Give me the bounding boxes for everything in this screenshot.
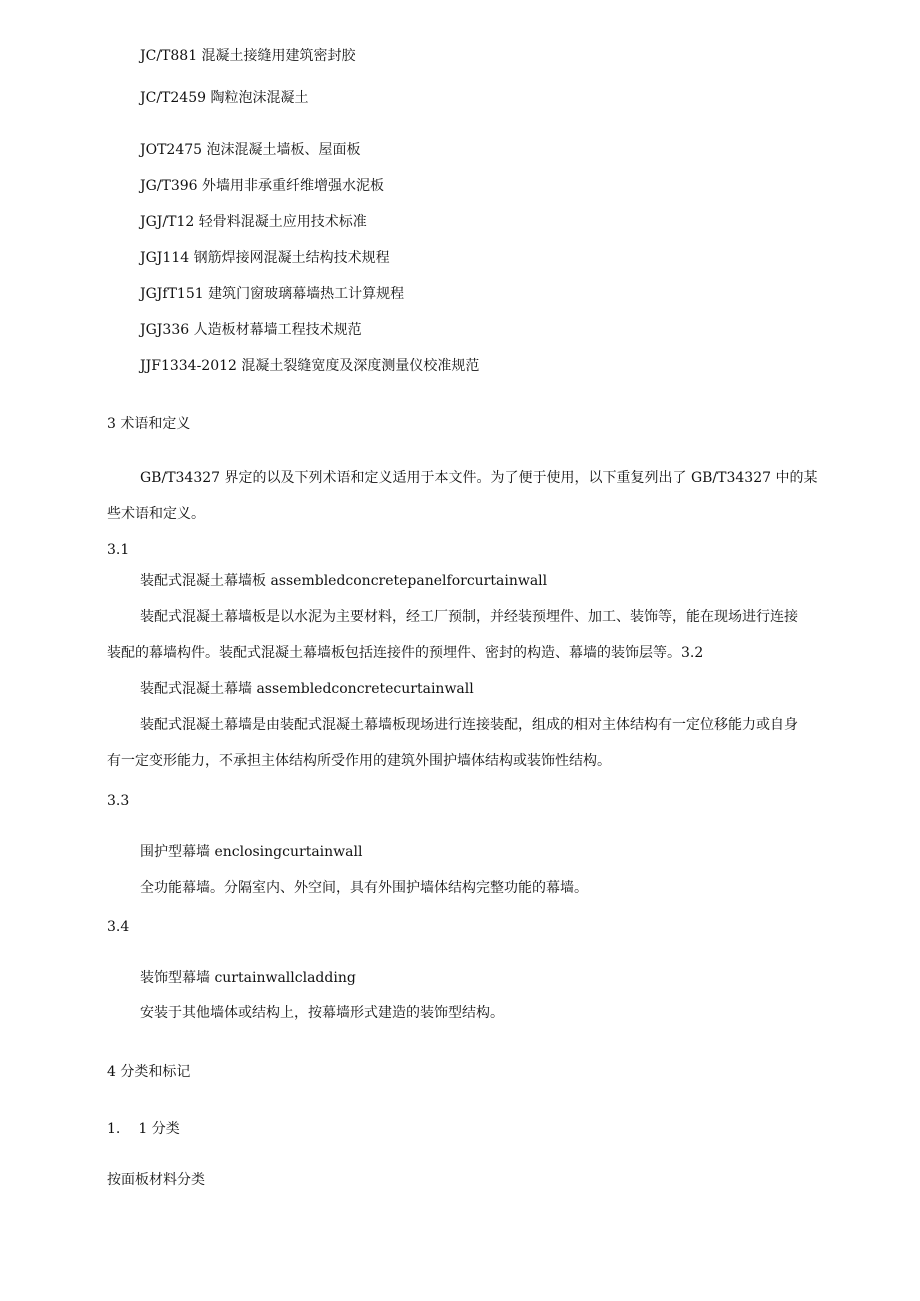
paragraph-line: 装配的幕墙构件。装配式混凝土幕墙板包括连接件的预埋件、密封的构造、幕墙的装饰层等。3.2 (107, 645, 704, 661)
term-definition (107, 607, 835, 679)
term-number: 3.3 (107, 793, 130, 809)
paragraph-line: 有一定变形能力，不承担主体结构所受作用的建筑外围护墙体结构或装饰性结构。 (107, 753, 611, 769)
standard-item: JGJ336 人造板材幕墙工程技术规范 (140, 322, 362, 338)
paragraph-line: GB/T34327 界定的以及下列术语和定义适用于本文件。为了便于使用，以下重复列出了 GB/T34327 中的某 (140, 470, 818, 486)
standard-item: JC/T881 混凝土接缝用建筑密封胶 (140, 48, 356, 64)
standard-item: JC/T2459 陶粒泡沫混凝土 (140, 90, 309, 106)
term-definition: 全功能幕墙。分隔室内、外空间，具有外围护墙体结构完整功能的幕墙。 (140, 880, 588, 896)
term-title: 装饰型幕墙 curtainwallcladding (140, 970, 356, 986)
term-definition (107, 715, 835, 787)
paragraph-line: 装配式混凝土幕墙板是以水泥为主要材料，经工厂预制，并经装预埋件、加工、装饰等，能在现场进行连接 (140, 609, 798, 625)
paragraph-line: 些术语和定义。 (107, 506, 205, 522)
standard-item: JJF1334-2012 混凝土裂缝宽度及深度测量仪校准规范 (140, 358, 480, 374)
term-title: 装配式混凝土幕墙 assembledconcretecurtainwall (140, 681, 474, 697)
standard-item: JOT2475 泡沫混凝土墙板、屋面板 (140, 142, 361, 158)
standard-item: JGJ114 钢筋焊接网混凝土结构技术规程 (140, 250, 390, 266)
section-heading: 3 术语和定义 (107, 416, 191, 432)
term-number: 3.1 (107, 542, 130, 558)
paragraph-line: 装配式混凝土幕墙是由装配式混凝土幕墙板现场进行连接装配，组成的相对主体结构有一定位移能力或自身 (140, 717, 798, 733)
section-intro-paragraph (107, 468, 835, 540)
section-heading: 4 分类和标记 (107, 1064, 191, 1080)
subsection-heading (107, 1119, 180, 1139)
standard-item: JG/T396 外墙用非承重纤维增强水泥板 (140, 178, 385, 194)
term-title: 装配式混凝土幕墙板 assembledconcretepanelforcurtainwall (140, 573, 548, 589)
term-number: 3.4 (107, 919, 130, 935)
classification-label: 按面板材料分类 (107, 1172, 205, 1188)
term-definition: 安装于其他墙体或结构上，按幕墙形式建造的装饰型结构。 (140, 1005, 504, 1021)
standard-item: JGJ/T12 轻骨料混凝土应用技术标准 (140, 214, 367, 230)
term-title: 围护型幕墙 enclosingcurtainwall (140, 844, 363, 860)
standard-item: JGJfT151 建筑门窗玻璃幕墙热工计算规程 (140, 286, 405, 302)
subsection-title: 1 分类 (138, 1121, 180, 1137)
subsection-number: 1. (107, 1121, 121, 1137)
